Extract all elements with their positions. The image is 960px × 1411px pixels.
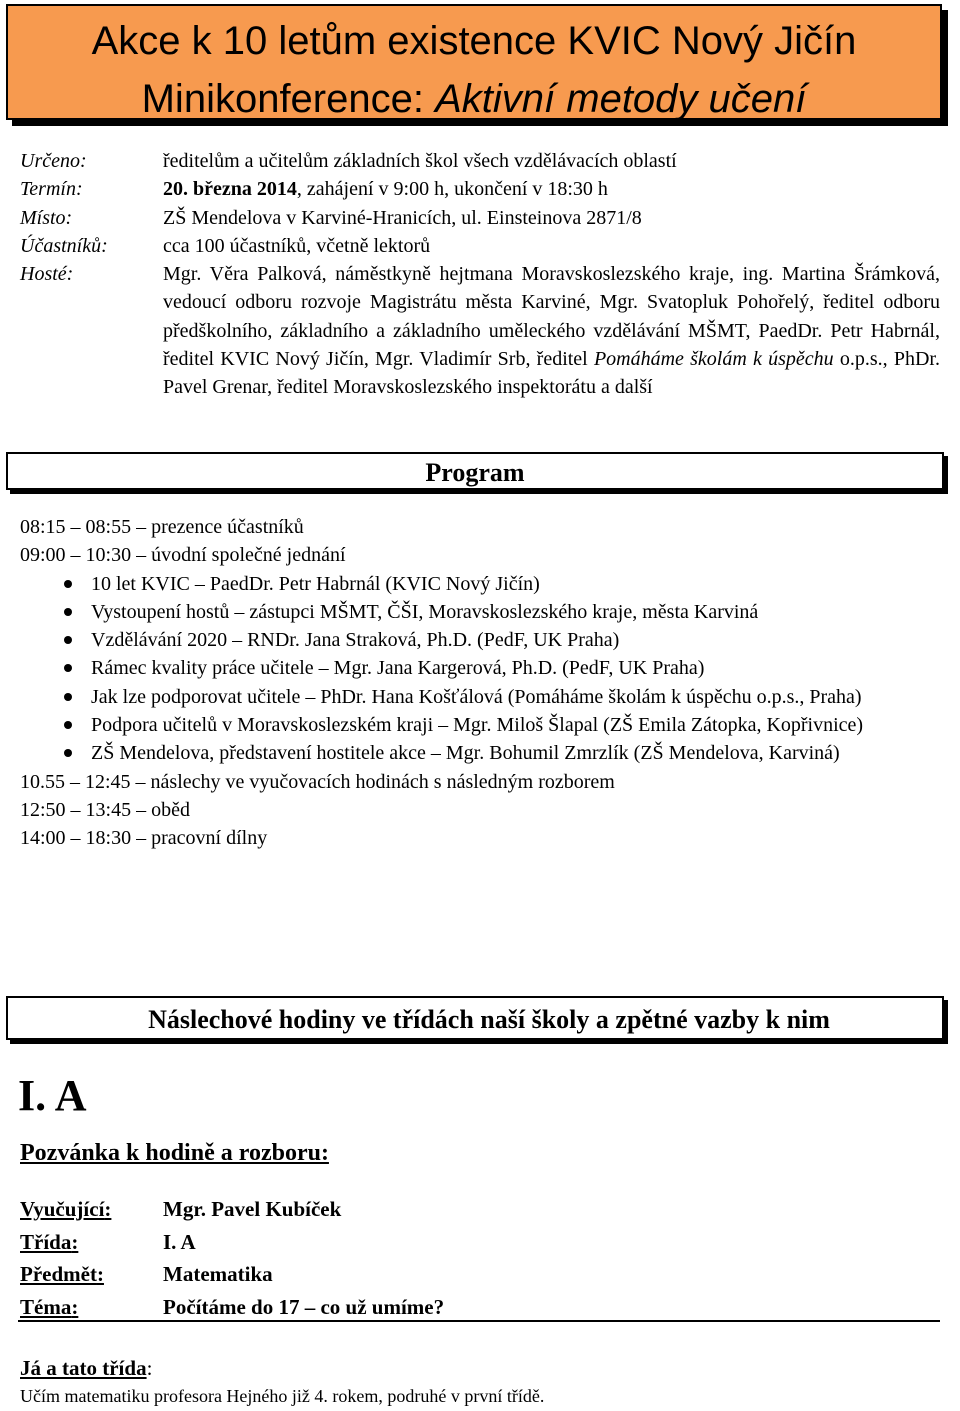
info-row-misto: Místo: ZŠ Mendelova v Karviné-Hranicích, ul. Einsteinova 2871/8 xyxy=(20,206,642,229)
detail-row-vyucujici: Vyučující: Mgr. Pavel Kubíček xyxy=(20,1197,342,1221)
conference-name: Aktivní metody učení xyxy=(435,77,807,121)
lesson-details xyxy=(20,1193,940,1323)
list-item: Podpora učitelů v Moravskoslezském kraji – Mgr. Miloš Šlapal (ZŠ Emila Zátopka, Kopřivnice) xyxy=(20,711,940,739)
list-item: Vystoupení hostů – zástupci MŠMT, ČŠI, Moravskoslezského kraje, města Karviná xyxy=(20,598,940,626)
event-banner xyxy=(6,4,942,120)
program-line: 12:50 – 13:45 – oběd xyxy=(20,798,190,821)
program-line: 08:15 – 08:55 – prezence účastníků xyxy=(20,516,304,538)
list-item: 10 let KVIC – PaedDr. Petr Habrnál (KVIC Nový Jičín) xyxy=(20,570,940,598)
list-item: Rámec kvality práce učitele – Mgr. Jana Kargerová, Ph.D. (PedF, UK Praha) xyxy=(20,654,940,682)
program-line: 09:00 – 10:30 – úvodní společné jednání xyxy=(20,544,346,567)
list-item: Jak lze podporovat učitele – PhDr. Hana Košťálová (Pomáháme školám k úspěchu o.p.s., Praha) xyxy=(20,683,940,711)
program-header: Program xyxy=(6,452,944,490)
me-text: Učím matematiku profesora Hejného již 4. rokem, podruhé v první třídě. xyxy=(20,1386,545,1406)
info-row-ucastniku: Účastníků: cca 100 účastníků, včetně lektorů xyxy=(20,234,431,257)
event-title: Akce k 10 letům existence KVIC Nový Jičín xyxy=(91,19,857,63)
detail-row-tema: Téma: Počítáme do 17 – co už umíme? xyxy=(20,1294,445,1319)
info-row-urceno: Určeno: ředitelům a učitelům základních škol všech vzdělávacích oblastí xyxy=(20,150,677,172)
naslech-header: Náslechové hodiny ve třídách naší školy a zpětné vazby k nim xyxy=(6,996,944,1040)
detail-row-trida: Třída: I. A xyxy=(20,1229,196,1254)
class-title: I. A xyxy=(18,1071,87,1120)
list-item: ZŠ Mendelova, představení hostitele akce – Mgr. Bohumil Zmrzlík (ZŠ Mendelova, Karviná) xyxy=(20,739,940,767)
info-row-hoste: Hosté: Mgr. Věra Palková, náměstkyně hejtmana Moravskoslezského kraje, ing. Martina Šrámková, vedoucí odboru rozvoje Magistrátu města Karviné, Mgr. Svatopluk Pohořelý, ředitel odboru předškolního, základního a základního uměleckého vzdělávání MŠMT, PaedDr. Petr Habrnál, ředitel KVIC Nový Jičín, Mgr. Vladimír Srb, ředitel Pomáháme školám k úspěchu o.p.s., PhDr. Pavel Grenar, ředitel Moravskoslezského inspektorátu a další xyxy=(20,263,940,399)
invite-heading: Pozvánka k hodině a rozboru: xyxy=(20,1140,329,1166)
event-info xyxy=(20,147,940,402)
program-list xyxy=(20,513,940,853)
event-subtitle: Minikonference: Aktivní metody učení xyxy=(141,77,807,121)
info-row-termin: Termín: 20. března 2014, zahájení v 9:00 h, ukončení v 18:30 h xyxy=(20,178,608,201)
separator-line xyxy=(18,1320,940,1322)
list-item: Vzdělávání 2020 – RNDr. Jana Straková, Ph.D. (PedF, UK Praha) xyxy=(20,626,940,654)
detail-row-predmet: Předmět: Matematika xyxy=(20,1262,273,1286)
program-items xyxy=(20,570,940,768)
me-heading: Já a tato třída: xyxy=(20,1356,153,1380)
program-line: 14:00 – 18:30 – pracovní dílny xyxy=(20,827,268,850)
program-line: 10.55 – 12:45 – náslechy ve vyučovacích hodinách s následným rozborem xyxy=(20,770,615,793)
